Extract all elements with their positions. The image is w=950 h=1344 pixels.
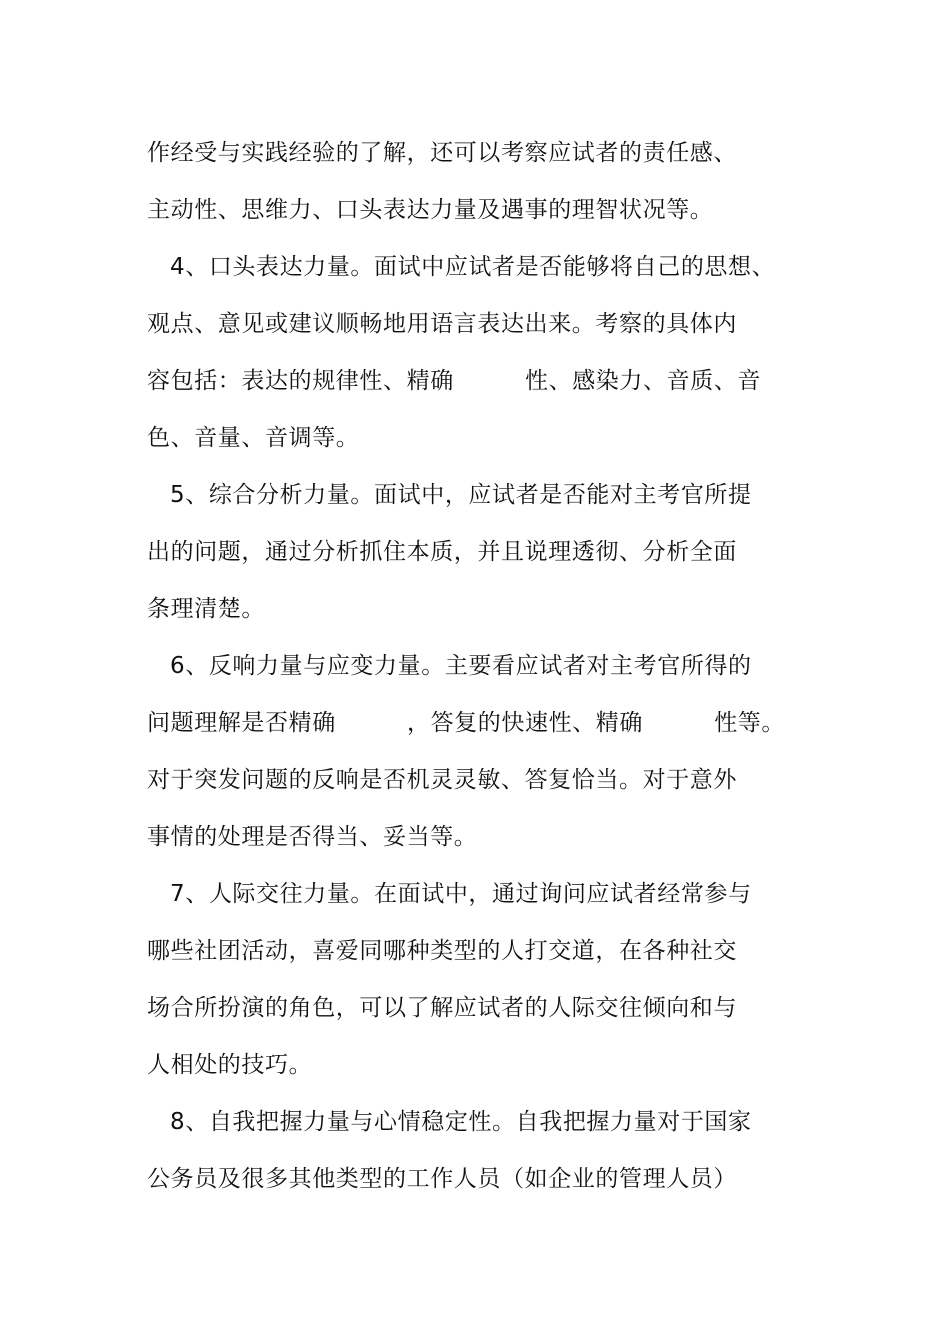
text-line: 场合所扮演的角色，可以了解应试者的人际交往倾向和与 bbox=[147, 995, 737, 1021]
text-line: 人相处的技巧。 bbox=[147, 1052, 313, 1078]
text-line: 事情的处理是否得当、妥当等。 bbox=[147, 824, 478, 850]
text-line: 哪些社团活动，喜爱同哪种类型的人打交道，在各种社交 bbox=[147, 938, 737, 964]
paragraph-5-start: 5、综合分析力量。面试中，应试者是否能对主考官所提 bbox=[170, 482, 752, 508]
text-line: 出的问题，通过分析抓住本质，并且说理透彻、分析全面 bbox=[147, 539, 737, 565]
paragraph-4-start: 4、口头表达力量。面试中应试者是否能够将自己的思想、 bbox=[170, 254, 776, 280]
paragraph-6-start: 6、反响力量与应变力量。主要看应试者对主考官所得的 bbox=[170, 653, 752, 679]
text-line: 条理清楚。 bbox=[147, 596, 265, 622]
text-line: 容包括：表达的规律性、精确 性、感染力、音质、音 bbox=[147, 368, 761, 394]
text-line: 观点、意见或建议顺畅地用语言表达出来。考察的具体内 bbox=[147, 311, 737, 337]
text-line: 作经受与实践经验的了解，还可以考察应试者的责任感、 bbox=[147, 140, 737, 166]
text-line: 公务员及很多其他类型的工作人员（如企业的管理人员） bbox=[147, 1166, 737, 1192]
text-line: 问题理解是否精确 ，答复的快速性、精确 性等。 bbox=[147, 710, 785, 736]
paragraph-7-start: 7、人际交往力量。在面试中，通过询问应试者经常参与 bbox=[170, 881, 752, 907]
text-line: 色、音量、音调等。 bbox=[147, 425, 360, 451]
text-line: 主动性、思维力、口头表达力量及遇事的理智状况等。 bbox=[147, 197, 714, 223]
paragraph-8-start: 8、自我把握力量与心情稳定性。自我把握力量对于国家 bbox=[170, 1109, 752, 1135]
text-line: 对于突发问题的反响是否机灵灵敏、答复恰当。对于意外 bbox=[147, 767, 737, 793]
